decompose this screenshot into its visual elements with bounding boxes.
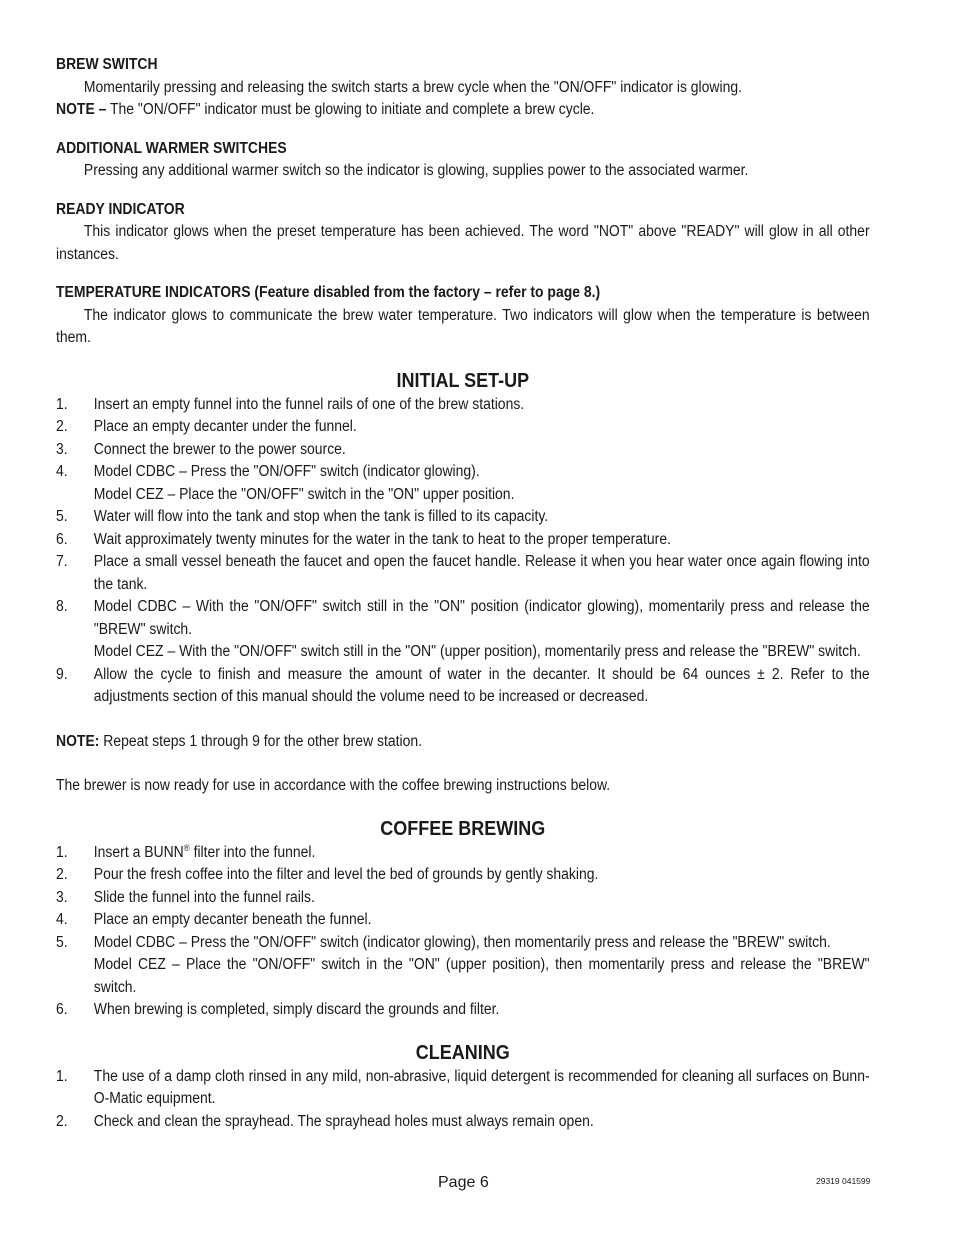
note-text: The "ON/OFF" indicator must be glowing to initiate and complete a brew cycle. [106, 101, 595, 118]
initial-setup-steps [56, 394, 870, 709]
step-text: Allow the cycle to finish and measure the amount of water in the decanter. It should be 64 ounces ± 2. Refer to the adjustments section of this manual should the volume need to be increased or decreased. [93, 665, 870, 705]
list-item [56, 506, 870, 529]
list-item [56, 461, 870, 506]
step-text: Check and clean the sprayhead. The sprayhead holes must always remain open. [93, 1112, 594, 1130]
ready-indicator-text: This indicator glows when the preset temperature has been achieved. The word "NOT" above "READY" will glow in all other instances. [56, 223, 870, 263]
page-number: Page 6 [438, 1174, 489, 1191]
step-number: 1. [56, 395, 68, 413]
list-item [56, 394, 870, 417]
temperature-indicators-text: The indicator glows to communicate the brew water temperature. Two indicators will glow when the temperature is between them. [56, 306, 870, 346]
initial-setup-note [56, 731, 870, 754]
step-text: Wait approximately twenty minutes for the water in the tank to heat to the proper temperature. [93, 530, 671, 548]
cleaning-steps [56, 1066, 870, 1134]
list-item [56, 1066, 870, 1111]
step-number: 8. [56, 598, 68, 615]
warmer-switches-text: Pressing any additional warmer switch so the indicator is glowing, supplies power to the associated warmer. [83, 162, 749, 179]
step-subtext: Model CEZ – With the "ON/OFF" switch still in the "ON" (upper position), momentarily press and release the "BREW" switch. [93, 643, 861, 660]
list-item [56, 664, 870, 709]
step-number: 6. [56, 1001, 68, 1018]
step-number: 2. [56, 1112, 68, 1130]
coffee-brewing-steps [56, 842, 870, 865]
step-text: Model CDBC – With the "ON/OFF" switch still in the "ON" position (indicator glowing), momentarily press and release the "BREW" switch. [93, 598, 870, 638]
list-item [56, 596, 870, 664]
registered-mark: ® [183, 842, 190, 853]
step-number: 4. [56, 911, 68, 928]
ready-for-use-text: The brewer is now ready for use in accordance with the coffee brewing instructions below. [56, 777, 611, 794]
list-item [56, 842, 870, 865]
step-text: The use of a damp cloth rinsed in any mild, non-abrasive, liquid detergent is recommended for cleaning all surfaces on Bunn-O-Matic equipment. [93, 1067, 870, 1107]
step-number: 6. [56, 530, 68, 548]
step-number: 4. [56, 463, 68, 480]
note-label: NOTE: [56, 732, 100, 750]
manual-page [56, 54, 870, 1133]
brew-switch-heading: BREW SWITCH [56, 56, 158, 73]
step-text: When brewing is completed, simply discard the grounds and filter. [93, 1001, 500, 1018]
temperature-indicators-heading: TEMPERATURE INDICATORS (Feature disabled from the factory – refer to page 8.) [56, 284, 601, 301]
step-number: 9. [56, 665, 68, 683]
step-number: 5. [56, 508, 68, 525]
coffee-brewing-title: COFFEE BREWING [380, 817, 546, 840]
step-text: Model CDBC – Press the "ON/OFF" switch (indicator glowing). [93, 463, 480, 480]
note-text: Repeat steps 1 through 9 for the other brew station. [99, 732, 422, 750]
step-number: 2. [56, 418, 68, 435]
step-text: Water will flow into the tank and stop when the tank is filled to its capacity. [93, 508, 549, 525]
step-number: 1. [56, 843, 68, 861]
step-text: Connect the brewer to the power source. [93, 440, 346, 458]
step-text: Model CDBC – Press the "ON/OFF" switch (indicator glowing), then momentarily press and release the "BREW" switch. [93, 933, 831, 951]
step-text: Pour the fresh coffee into the filter and level the bed of grounds by gently shaking. [93, 866, 599, 883]
document-code: 29319 041599 [816, 1176, 871, 1186]
ready-indicator-heading: READY INDICATOR [56, 200, 185, 218]
step-number: 7. [56, 553, 68, 570]
brew-switch-text: Momentarily pressing and releasing the switch starts a brew cycle when the "ON/OFF" indicator is glowing. [83, 78, 742, 96]
step-text: Place an empty decanter under the funnel. [93, 418, 357, 435]
step-number: 3. [56, 888, 68, 906]
step-number: 1. [56, 1067, 68, 1085]
step-subtext: Model CEZ – Place the "ON/OFF" switch in the "ON" (upper position), then momentarily press and release the "BREW" switch. [93, 956, 870, 996]
step-number: 5. [56, 933, 68, 951]
step-text: Insert a BUNN [93, 843, 184, 861]
brew-switch-note [56, 99, 870, 122]
step-text: Place a small vessel beneath the faucet and open the faucet handle. Release it when you hear water once again flowing into the tank. [93, 553, 870, 593]
list-item [56, 887, 870, 910]
step-text: Place an empty decanter beneath the funnel. [93, 911, 372, 928]
cleaning-title: CLEANING [415, 1041, 510, 1064]
step-text: filter into the funnel. [189, 843, 316, 861]
initial-setup-title: INITIAL SET-UP [396, 369, 530, 392]
list-item [56, 529, 870, 552]
list-item [56, 439, 870, 462]
list-item [56, 416, 870, 439]
step-number: 2. [56, 866, 68, 883]
step-text: Slide the funnel into the funnel rails. [93, 888, 315, 906]
warmer-switches-heading: ADDITIONAL WARMER SWITCHES [56, 139, 287, 157]
list-item [56, 999, 870, 1022]
step-subtext: Model CEZ – Place the "ON/OFF" switch in the "ON" upper position. [93, 485, 515, 503]
list-item [56, 909, 870, 932]
list-item [56, 1111, 870, 1134]
list-item [56, 864, 870, 887]
step-number: 3. [56, 440, 68, 458]
coffee-brewing-steps-rest [56, 864, 870, 1022]
note-label: NOTE – [56, 101, 107, 118]
list-item [56, 551, 870, 596]
step-text: Insert an empty funnel into the funnel rails of one of the brew stations. [93, 395, 525, 413]
list-item [56, 932, 870, 1000]
